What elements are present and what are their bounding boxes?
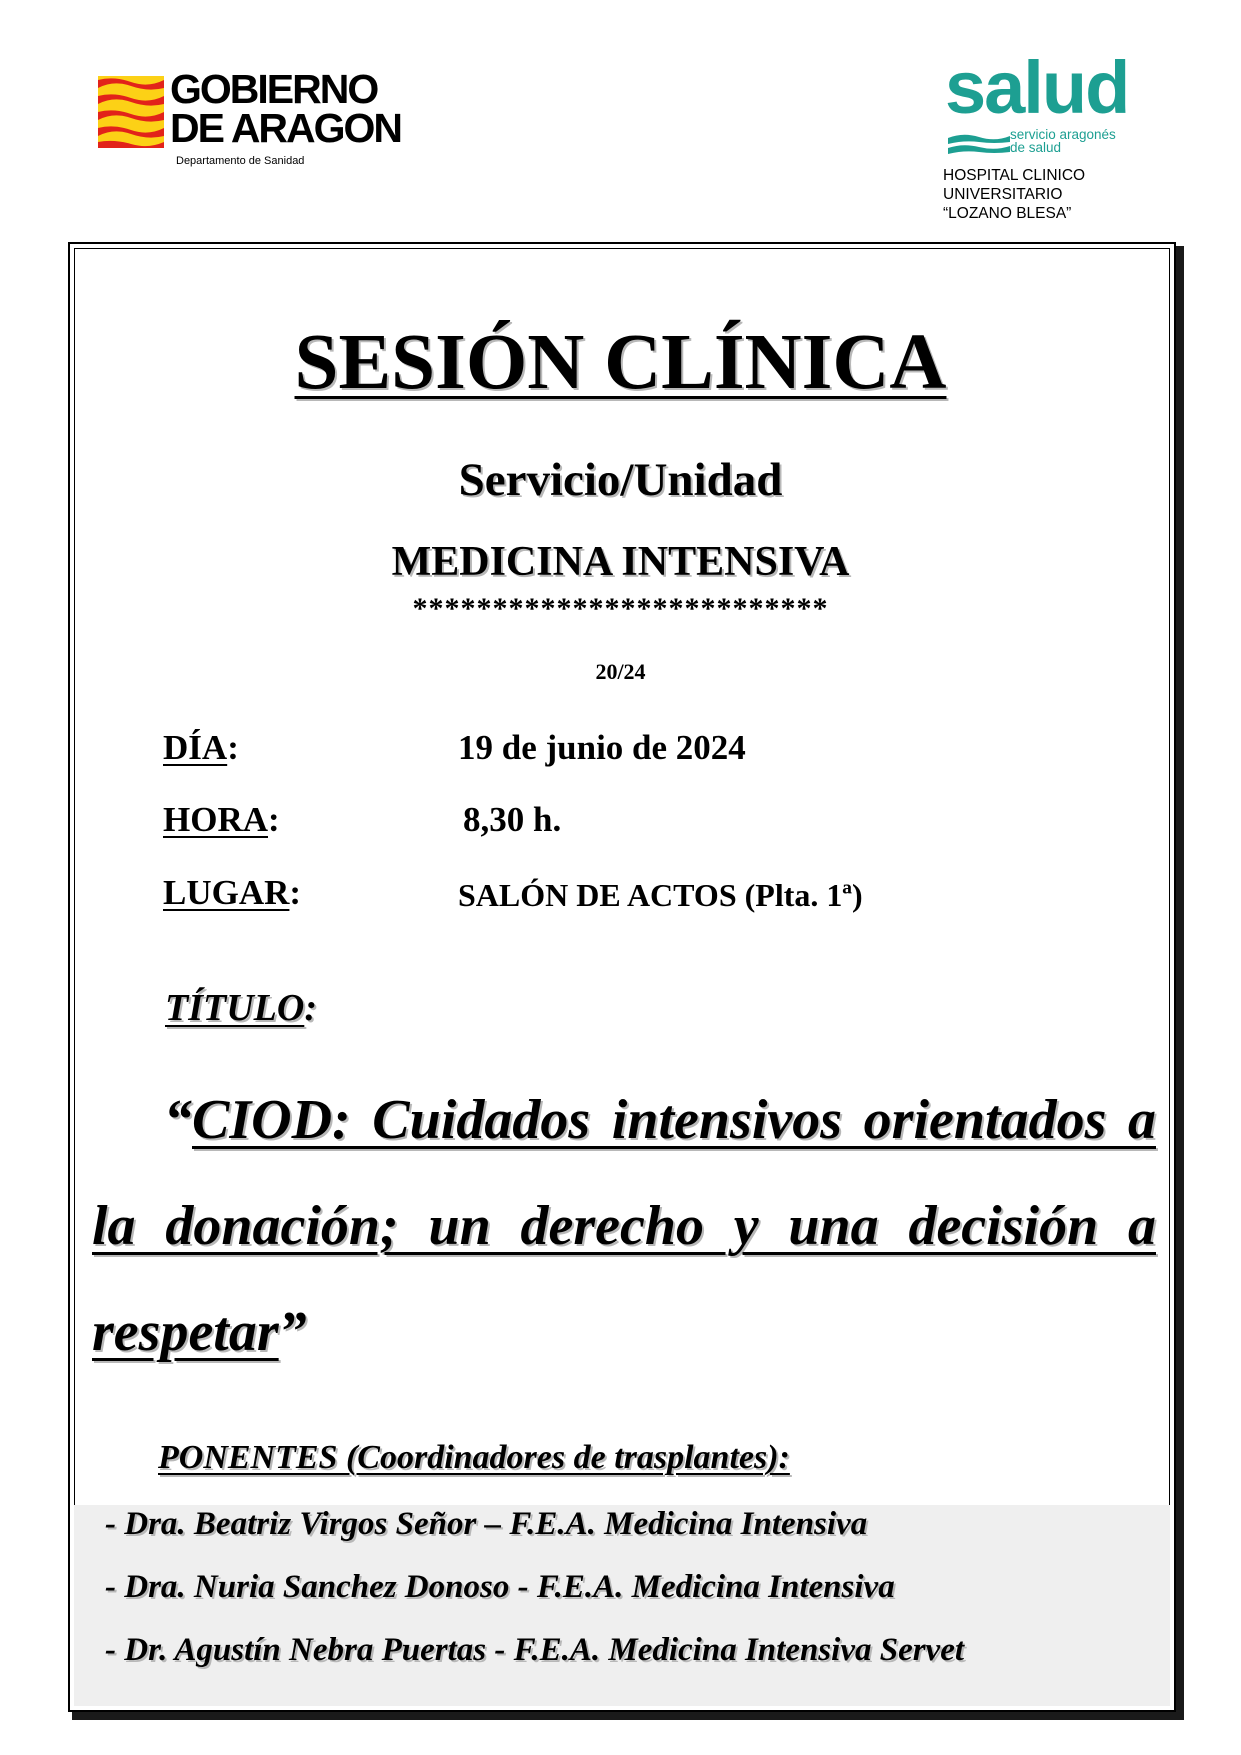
hospital-line1: HOSPITAL CLINICO [943,167,1086,184]
speaker-item: - Dra. Beatriz Virgos Señor – F.E.A. Medicina Intensiva [105,1506,868,1542]
speakers-label-text: PONENTES (Coordinadores de trasplantes): [158,1439,790,1476]
service-name: MEDICINA INTENSIVA [391,539,850,585]
salud-subtitle [1010,128,1116,154]
day-label-text: DÍA [163,728,228,767]
time-value: 8,30 h. [463,800,562,839]
place-label [163,871,301,915]
place-value: SALÓN DE ACTOS (Plta. 1ª) [458,877,863,913]
talk-open-quote: “ [164,1089,192,1151]
speaker-item: - Dr. Agustín Nebra Puertas - F.E.A. Medicina Intensiva Servet [105,1632,965,1668]
place-label-text: LUGAR [163,873,290,912]
aragon-department: Departamento de Sanidad [176,155,305,167]
speaker-item: - Dra. Nuria Sanchez Donoso - F.E.A. Medicina Intensiva [105,1569,895,1605]
salud-logo: salud [945,46,1129,129]
talk-title-label-text: TÍTULO [165,987,305,1029]
talk-close-quote: ” [278,1301,307,1363]
day-label-colon: : [227,728,239,767]
service-label: Servicio/Unidad [458,454,783,506]
time-label-colon: : [268,800,280,839]
aragon-flag-icon [98,76,164,148]
aragon-logo-text [170,66,402,151]
hospital-line2: UNIVERSITARIO [943,186,1063,203]
session-title-text: SESIÓN CLÍNICA [294,319,947,406]
hospital-line3: “LOZANO BLESA” [943,205,1072,222]
session-code: 20/24 [595,659,646,684]
day-label [163,726,239,770]
separator: ************************** [412,592,829,625]
talk-title-label: TÍTULO: [165,987,317,1029]
time-label [163,798,280,842]
hospital-name [943,166,1085,223]
salud-waves-icon [948,132,1010,156]
salud-sub-line1: servicio aragonés [1010,127,1116,142]
speakers-label [158,1437,790,1479]
place-label-colon: : [289,873,302,912]
salud-sub-line2: de salud [1010,140,1062,155]
aragon-line2: DE ARAGON [170,105,402,151]
talk-title [92,1067,1156,1385]
time-label-text: HORA [163,800,268,839]
aragon-line1: GOBIERNO [170,66,378,112]
session-title [0,318,1241,408]
day-value: 19 de junio de 2024 [458,728,746,767]
talk-title-text: CIOD: Cuidados intensivos orientados a la donación; un derecho y una decisión a respetar [92,1089,1156,1363]
